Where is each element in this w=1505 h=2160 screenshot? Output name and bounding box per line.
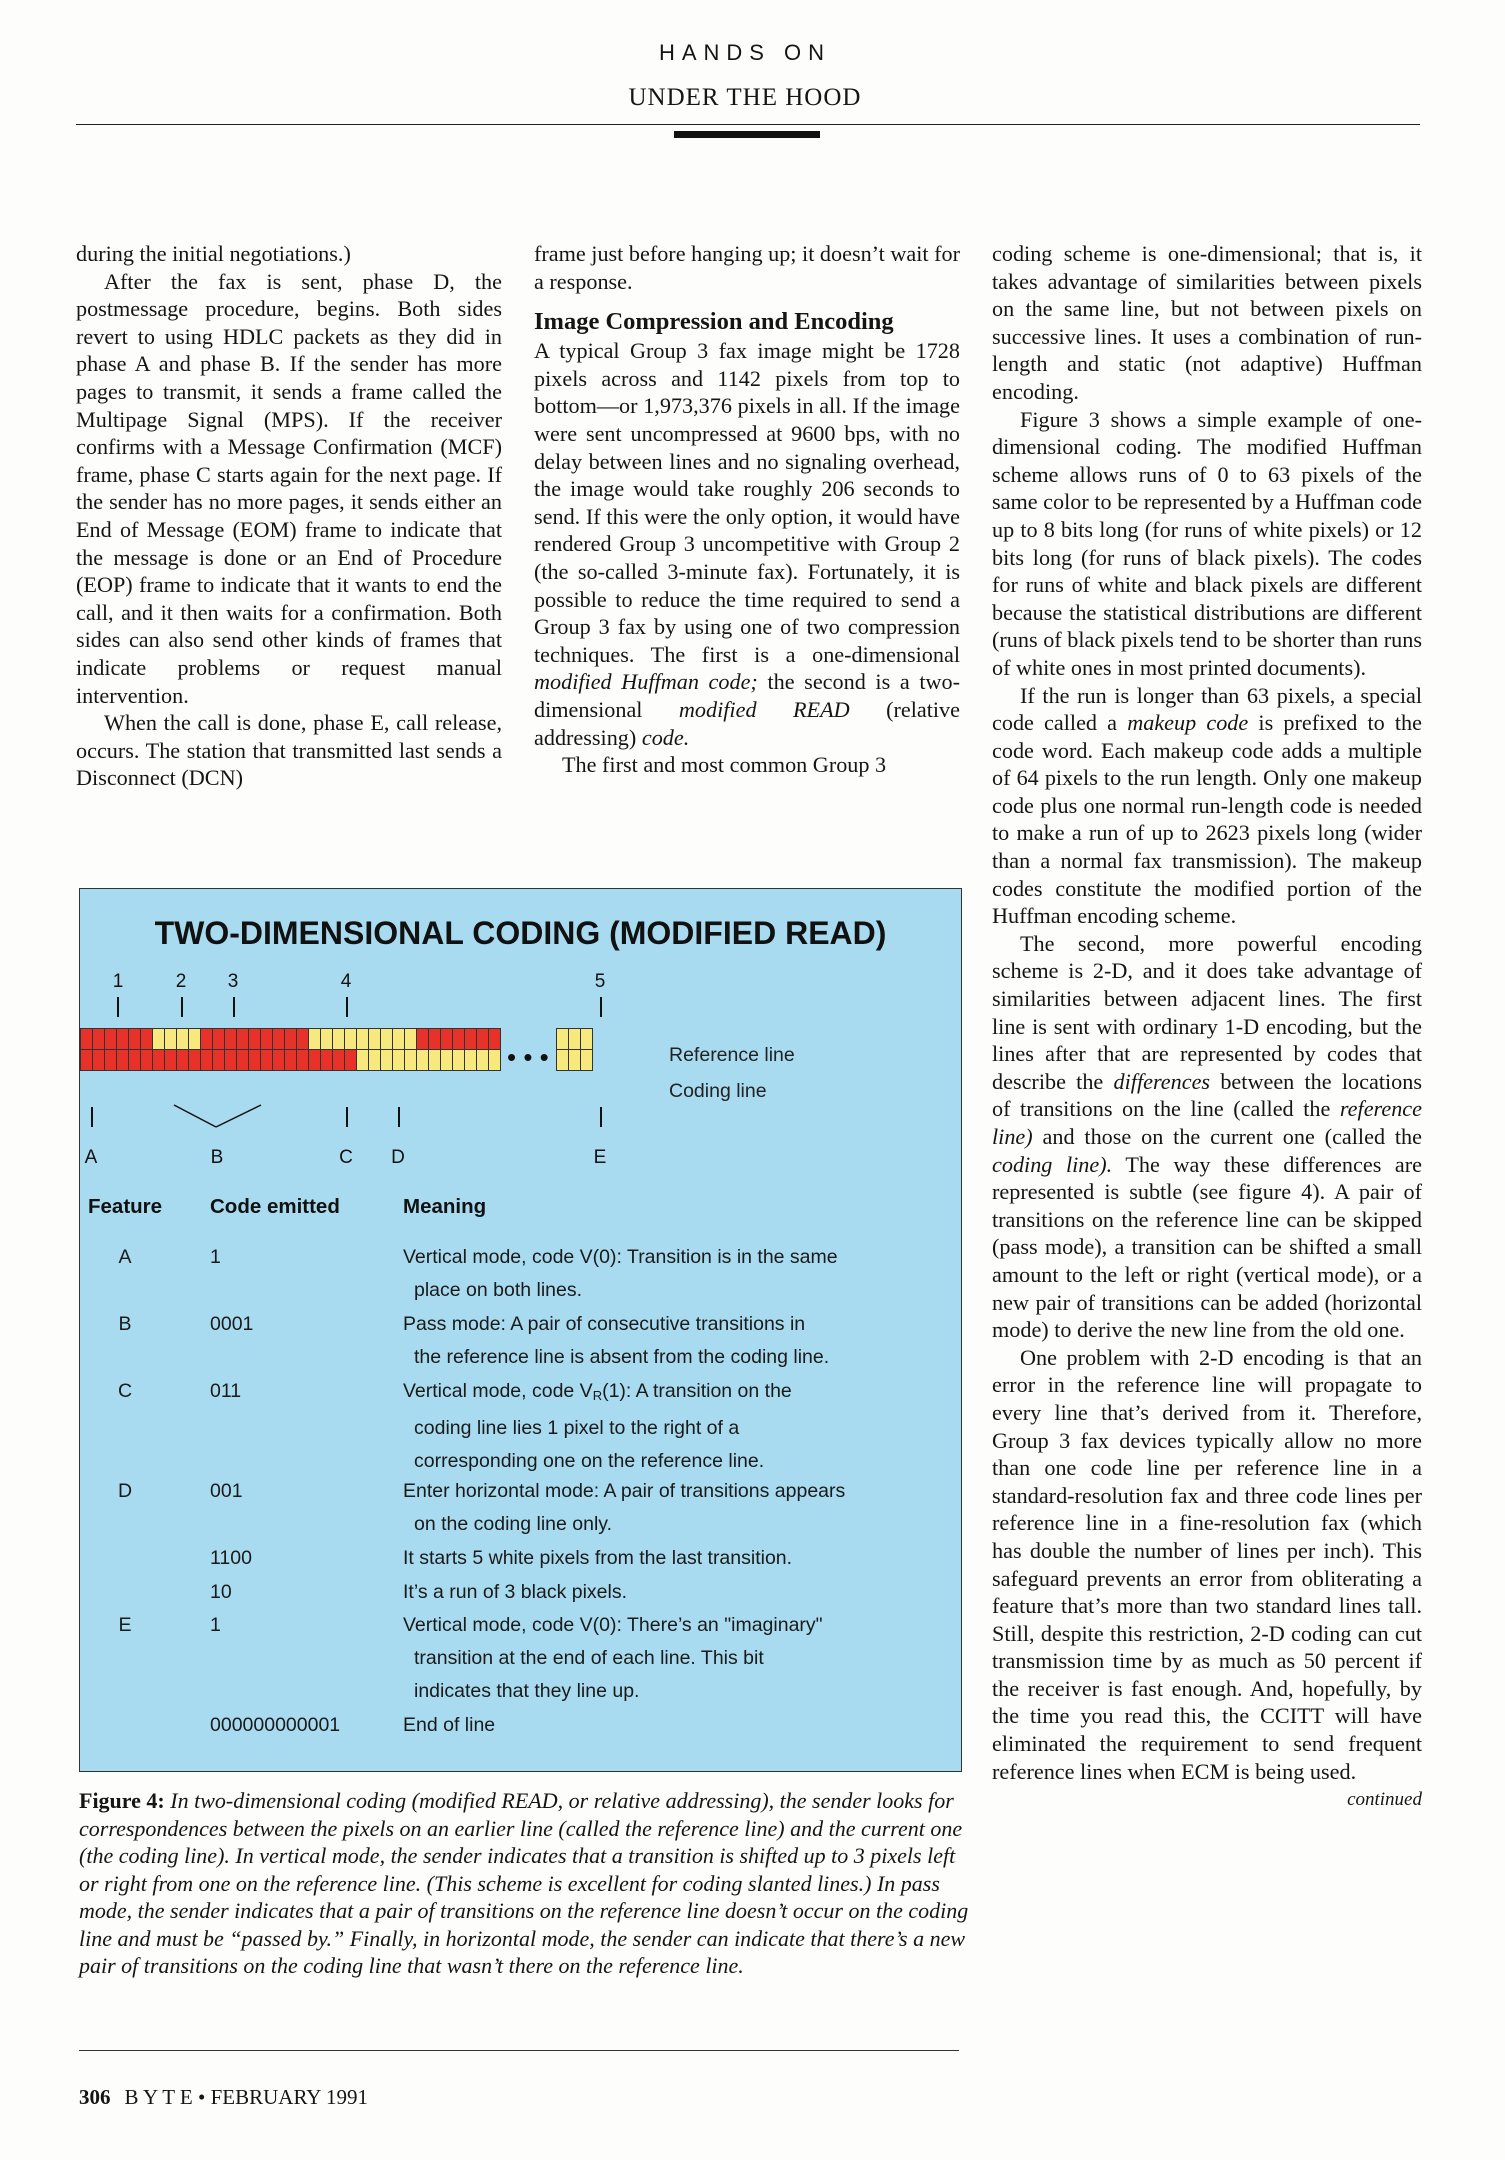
column-2 [534,240,960,779]
reference-line-row [80,1028,500,1049]
transition-number: 5 [594,971,606,992]
transition-number: 2 [175,971,187,992]
figure-4-panel: TWO-DIMENSIONAL CODING (MODIFIED READ) 1 2 3 4 5 • • • Reference line Coding line A B C D E Feature Code emitted Meaning A 1 Vertical mode, code V(0): Transition is in the same place on both lines. B 0001 Pass mode: A pair of consecutive transitions in the reference line is absent from the coding line. C 011 Vertical mode, code $V_R(1)$: A transition on the coding line lies 1 pixel to the right of a corresponding one on the reference line. D 001 Enter horizontal mode: A pair of transitions appears on the coding line only. 1100 It starts 5 white pixels from the last transition. 10 It’s a run of 3 black pixels. E 1 Vertical mode, code V(0): There’s an "imaginary" transition at the end of each line. This bit indicates that they line up. 000000000001 End of line [79,888,962,1772]
paragraph: One problem with 2-D encoding is that an error in the reference line will propagate to every line that’s derived from it. Therefore, Group 3 fax devices typically allow no more than one code line per reference line in a standard-resolution fax and three code lines per reference line in a fine-resolution fax (which has double the number of lines per inch). This safeguard prevents an error from obliterating a feature that’s more than two standard lines tall. Still, despite this restriction, 2-D coding can cut transmission time by as much as 50 percent if the receiver is fast enough. And, hopefully, by the time you read this, the CCITT will have eliminated the requirement to send frequent reference lines when ECM is being used. [992,1344,1422,1784]
feature-label: C [339,1147,353,1168]
footer-rule [79,2050,959,2051]
paragraph: frame just before hanging up; it doesn’t wait for a response. [534,241,960,294]
reference-line-row [556,1028,592,1049]
paragraph: The second, more powerful encoding scheme is 2-D, and it does take advantage of similarities between adjacent lines. The first line is sent with ordinary 1-D encoding, but the lines after that are represented by codes that describe the differences between the locations of transitions on the line (called the reference line) and those on the current one (called the coding line). The way these differences are represented is subtle (see figure 4). A pair of transitions on the reference line can be skipped (pass mode), a transition can be shifted a small amount to the left or right (vertical mode), or a new pair of transitions can be added (horizontal mode) to derive the new line from the old one. [992,930,1423,1343]
tick [346,997,348,1017]
tick [600,997,602,1017]
section-header: HANDS ON [658,40,832,65]
ellipsis: • • • [507,1042,549,1072]
paragraph: during the initial negotiations.) [76,241,351,266]
tick [91,1107,93,1127]
tick [346,1107,348,1127]
legend-coding-line: Coding line [669,1080,767,1102]
section-heading: Image Compression and Encoding [534,308,894,336]
paragraph: coding scheme is one-dimensional; that is, it takes advantage of similarities between pixels on the same line, but not between pixels on successive lines. It uses a combination of run-length and static (not adaptive) Huffman encoding. [992,241,1422,404]
page-footer [79,2085,368,2110]
transition-number: 3 [227,971,239,992]
page-number: 306 [79,2085,111,2109]
transition-number: 1 [112,971,124,992]
column-header-meaning: Meaning [403,1195,487,1218]
column-3 [992,240,1422,1813]
feature-label: E [593,1147,607,1168]
feature-label: B [210,1147,224,1168]
figure-caption: Figure 4: In two-dimensional coding (modified READ, or relative addressing), the sender looks for correspondences between the pixels on an earlier line (called the reference line) and the current one (the coding line). In vertical mode, the sender indicates that a transition is shifted up to 3 pixels left or right from one on the reference line. (This scheme is excellent for coding slanted lines.) In pass mode, the sender indicates that a pair of transitions on the reference line doesn’t occur on the coding line and must be “passed by.” Finally, in horizontal mode, the sender can indicate that there’s a new pair of transitions on the coding line that wasn’t there on the reference line. [79,1788,969,1978]
paragraph: After the fax is sent, phase D, the postmessage procedure, begins. Both sides revert to using HDLC packets as they did in phase A and phase B. If the sender has more pages to transmit, it sends a frame called the Multipage Signal (MPS). If the receiver confirms with a Message Confirmation (MCF) frame, phase C starts again for the next page. If the sender has no more pages, it sends either an End of Message (EOM) frame to indicate that the message is done or an End of Procedure (EOP) frame to indicate that it wants to end the call, and it then waits for a confirmation. Both sides can also send other kinds of frames that indicate problems or request manual intervention. [76,268,502,708]
figure-title: TWO-DIMENSIONAL CODING (MODIFIED READ) [154,915,887,951]
white-pixel [580,1028,593,1050]
pixel-grid-end [556,1028,592,1070]
pixel-grid [80,1028,500,1070]
tick [398,1107,400,1127]
tick [233,997,235,1017]
continued-label: continued [1347,1789,1422,1811]
column-1 [76,240,502,792]
paragraph: If the run is longer than 63 pixels, a special code called a makeup code is prefixed to the code word. Each makeup code adds a multiple of 64 pixels to the run length. Only one makeup code plus one normal run-length code is needed to make a run of up to 2623 pixels long (wider than a normal fax transmission). The makeup codes constitute the modified portion of the Huffman encoding scheme. [992,682,1423,929]
coding-line-row [556,1049,592,1070]
header-rule [76,124,1420,125]
black-pixel [488,1028,501,1050]
white-pixel [580,1049,593,1071]
publication-line: B Y T E • FEBRUARY 1991 [124,2085,368,2109]
column-header-feature: Feature [88,1195,163,1218]
column-header-code: Code emitted [210,1195,340,1218]
tick [600,1107,602,1127]
tick [117,997,119,1017]
legend-reference-line: Reference line [669,1044,795,1066]
feature-label: D [391,1147,405,1168]
paragraph: Figure 3 shows a simple example of one-dimensional coding. The modified Huffman scheme allows runs of 0 to 63 pixels of the same color to be represented by a Huffman code up to 8 bits long (for runs of white pixels) or 12 bits long (for runs of black pixels). The codes for runs of white and black pixels are different because the statistical distributions are different (runs of black pixels tend to be shorter than runs of white ones in most printed documents). [992,406,1422,680]
coding-line-row [80,1049,500,1070]
paragraph: A typical Group 3 fax image might be 1728 pixels across and 1142 pixels from top to bottom—or 1,973,376 pixels in all. If the image were sent uncompressed at 9600 bps, with no delay between lines and no signaling overhead, the image would take roughly 206 seconds to send. If this were the only option, it would have rendered Group 3 uncompetitive with Group 2 (the so-called 3-minute fax). Fortunately, it is possible to reduce the time required to send a Group 3 fax by using one of two compression techniques. The first is a one-dimensional modified Huffman code; the second is a two-dimensional modified READ (relative addressing) code. [534,338,960,750]
white-pixel [488,1049,501,1071]
section-subtitle: UNDER THE HOOD [628,84,862,111]
tick [181,997,183,1017]
feature-label: A [84,1147,98,1168]
pass-mode-vee [172,1103,264,1129]
paragraph: When the call is done, phase E, call release, occurs. The station that transmitted last sends a Disconnect (DCN) [76,710,502,791]
paragraph: The first and most common Group 3 [562,752,887,778]
header-rule-accent [674,131,820,138]
transition-number: 4 [340,971,352,992]
